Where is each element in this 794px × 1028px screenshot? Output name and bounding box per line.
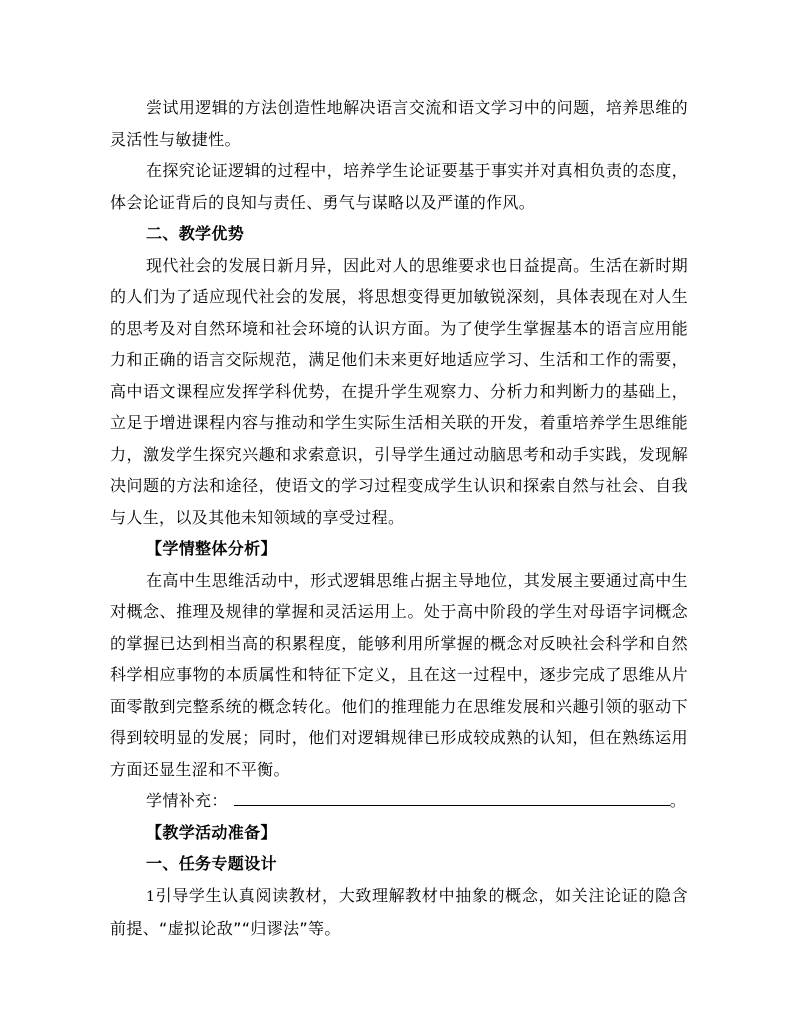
paragraph-student-analysis: 在高中生思维活动中，形式逻辑思维占据主导地位，其发展主要通过高中生对概念、推理及规律的掌握和灵活运用上。处于高中阶段的学生对母语字词概念的掌握已达到相当高的积累程度，能够利用所掌握的概念对反映社会科学和自然科学相应事物的本质属性和特征下定义，且在这一过程中，逐步完成了思维从片面零散到完整系统的概念转化。他们的推理能力在思维发展和兴趣引领的驱动下得到较明显的发展；同时，他们对逻辑规律已形成较成熟的认知，但在熟练运用方面还显生涩和不平衡。	[110, 570, 688, 779]
paragraph-task-one	[110, 880, 688, 945]
paragraph-teaching-advantage: 现代社会的发展日新月异，因此对人的思维要求也日益提高。生活在新时期的人们为了适应现代社会的发展，将思想变得更加敏锐深刻，具体表现在对人生的思考及对自然环境和社会环境的认识方面。为了使学生掌握基本的语言应用能力和正确的语言交际规范，满足他们未来更好地适应学习、生活和工作的需要，高中语文课程应发挥学科优势，在提升学生观察力、分析力和判断力的基础上，立足于增进课程内容与推动和学生实际生活相关联的开发，着重培养学生思维能力，激发学生探究兴趣和求索意识，引导学生通过动脑思考和动手实践，发现解决问题的方法和途径，使语文的学习过程变成学生认识和探索自然与社会、自我与人生，以及其他未知领域的享受过程。	[110, 255, 688, 527]
supplement-line	[110, 785, 688, 817]
heading-activity-prep: 【教学活动准备】	[146, 822, 277, 842]
heading-task-design: 一、任务专题设计	[146, 854, 277, 873]
document-page	[110, 92, 688, 945]
task-one-text: 引导学生认真阅读教材，大致理解教材中抽象的概念，如关注论证的隐含前提、“虚拟论敌”“归谬法”等。	[110, 885, 688, 938]
task-number: 1	[146, 888, 156, 905]
heading-teaching-advantage: 二、教学优势	[146, 224, 245, 243]
supplement-blank-line[interactable]	[234, 787, 670, 806]
supplement-end: 。	[669, 791, 687, 810]
heading-student-analysis: 【学情整体分析】	[146, 539, 277, 558]
paragraph-argument-attitude: 在探究论证逻辑的过程中，培养学生论证要基于事实并对真相负责的态度，体会论证背后的良知与责任、勇气与谋略以及严谨的作风。	[110, 161, 688, 212]
paragraph-thinking-agility: 尝试用逻辑的方法创造性地解决语言交流和语文学习中的问题，培养思维的灵活性与敏捷性。	[110, 98, 688, 149]
supplement-label: 学情补充：	[146, 791, 228, 810]
